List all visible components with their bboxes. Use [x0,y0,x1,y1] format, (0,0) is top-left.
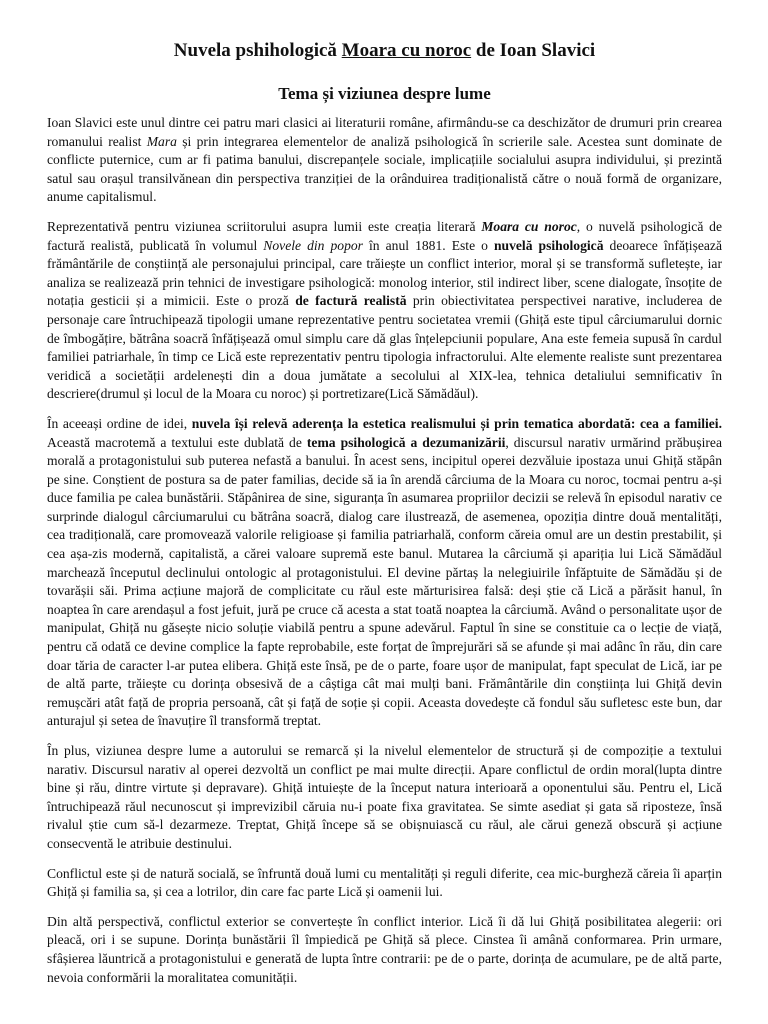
p2-bold-2: de factură realistă [295,293,407,309]
title-prefix: Nuvela pshihologică [173,40,342,61]
title-suffix: de Ioan Slavici [471,40,596,61]
p3-text: În aceeași ordine de idei, [47,415,192,431]
p1-text: Ioan Slavici este unul dintre cei patru mari clasici ai literaturii române, afirmându-se ca deschizător de drumuri prin crearea romanului realist [47,115,722,149]
p2-text-3: în anul 1881. Este o [362,237,494,253]
p3-bold-2: tema psihologică a dezumanizării [306,434,506,450]
title-work: Moara cu noroc [341,40,472,61]
paragraph-4: În plus, viziunea despre lume a autorului se remarcă și la nivelul elementelor de structură și de compoziție a textului narativ. Discursul narativ al operei dezvoltă un conflict pe mai multe direcții. Apare conflictul de ordin moral(lupta dintre bine și rău, dintre virtute și depravare). Ghiță intuiește de la început natura interioară a oponentului său. Pentru el, Lică întruchipează răul necunoscut și imprevizibil căruia nu-i poate fixa gravitatea. Se simte asediat și gata să riposteze, însă rivalul știe cum să-l dezarmeze. Treptat, Ghiță începe să se obișnuiască cu răul, ale cărui geneză obscură și acțiune consecventă le atribuie destinului. [47,743,722,851]
paragraph-2 [47,218,722,404]
p2-text-2: , o nuvelă psihologică de factură realistă, publicată în volumul [47,218,722,253]
p2-bold-italic: Moara cu noroc [481,218,577,234]
page-title [47,38,722,64]
p2-text-4: deoarece înfățișează frământările de conștiință ale personajului principal, care trăiește un conflict interior, moral și se transformă sufletește, iar analiza se realizează prin tehnici de investigare psihologică: monolog interior, stil indirect liber, scene dialogate, însoțite de notația gesticii și a mimicii. Este o proză [47,237,722,309]
p2-italic: Novele din popor [263,237,363,253]
p2-text-5: prin obiectivitatea perspectivei narative, includerea de personaje care întruchipează tipologii umane reprezentative pentru societatea vremii (Ghiță este tipul cârciumarului dornic de îmbogățire, bătrâna soacră înfățișează omul simplu care dă glas înțelepciunii populare, Ana este femeia supusă în cardul familiei patriarhale, în timp ce Lică este reprezentativ pentru tipologia infractorului. Alte elemente realiste sunt prezentarea veridică a societății ardelenești din a doua jumătate a secolului al XIX-lea, tehnica detaliului semnificativ în descriere(drumul și locul de la Moara cu noroc) și portretizare(Lică Sămădăul). [47,293,722,402]
p3-text-3: , discursul narativ urmărind prăbușirea morală a protagonistului sub puterea nefastă a banului. În acest sens, incipitul operei dezvăluie ipostaza unui Ghiță stăpân pe sine. Conștient de postura sa de pater familias, decide să ia în arendă cârciuma de la Moara cu noroc, tocmai pentru a-și duce familia pe calea bunăstării. Stăpânirea de sine, siguranța în asumarea propriilor decizii se relevă în episodul narativ ce surprinde dialogul cârciumarului cu bătrâna soacră, dialog care ilustrează, de asemenea, opoziția dintre două mentalități, cea tradițională, care promovează valorile religioase și familia patriarhală, conform căreia omul are un destin prestabilit, și cea așa-zis modernă, capitalistă, a cărei valoare supremă este banul. Mutarea la cârciumă și apariția lui Lică Sămădăul marchează începutul declinului ontologic al protagonistului. El devine părtaș la nelegiuirile înfăptuite de Sămădău și de tovarășii săi. Prima acțiune majoră de complicitate cu răul este mărturisirea falsă: deși știe că Lică a părăsit hanul, în noaptea în care arendașul a fost jefuit, jură pe cruce că acesta a stat toată noaptea la cârciumă. Având o personalitate ușor de manipulat, Ghiță nu găsește nicio soluție viabilă pentru a spune adevărul. Faptul în sine se constituie ca o lecție de viață, pentru că odată ce devine complice la fapte reprobabile, este forțat de împrejurări să se afunde și mai adânc în rău, din care doar tăria de caracter l-ar putea elibera. Ghiță este însă, pe de o parte, foare ușor de manipulat, fapt speculat de Lică, iar pe de altă parte, trăiește cu dorința obsesivă de a câștiga cât mai mulți bani. Frământările din conștiința lui Ghiță devin remușcări atât față de propria persoană, cât și față de soție și copii. Aceasta dovedește că fondul său sufletesc este bun, dar anturajul și setea de înavuțire îl transformă treptat. [47,434,723,729]
paragraph-5: Conflictul este și de natură socială, se înfruntă două lumi cu mentalități și reguli diferite, cea mic-burgheză căreia îi aparțin Ghiță și familia sa, și cea a lotrilor, din care fac parte Lică și oamenii lui. [47,865,722,900]
paragraph-6: Din altă perspectivă, conflictul exterior se convertește în conflict interior. Lică îi dă lui Ghiță posibilitatea alegerii: ori pleacă, ori i se supune. Dorința bunăstării îl împiedică pe Ghiță să plece. Cinstea îi amână conformarea. Prin urmare, sfâșierea lăuntrică a protagonistului e generată de lupta între contrarii: pe de o parte, dorința de acumulare, pe de altă parte, nevoia conformării la moralitatea comunității. [47,913,722,985]
page-subtitle: Tema și viziunea despre lume [278,84,491,103]
p2-bold: nuvelă psihologică [493,237,604,253]
p1-text-2: și prin integrarea elementelor de analiză psihologică în scrierile sale. Acestea sunt dominate de conflicte puternice, cum ar fi patima banului, discrepanțele sociale, implicațiile socialului asupra individului, și prezintă satul sau orașul transilvănean din perspectiva tranziției de la orânduirea tradiționalistă către o nouă formă de organizare, anume capitalismul. [47,133,722,205]
paragraph-3 [47,415,722,731]
p2-text: Reprezentativă pentru viziunea scriitorului asupra lumii este creația literară [47,218,482,234]
p3-text-2: Această macrotemă a textului este dublată de [47,434,307,450]
p1-italic: Mara [146,133,177,149]
p3-bold: nuvela își relevă aderența la estetica realismului și prin tematica abordată: cea a familiei. [191,415,722,431]
paragraph-1 [47,114,722,207]
